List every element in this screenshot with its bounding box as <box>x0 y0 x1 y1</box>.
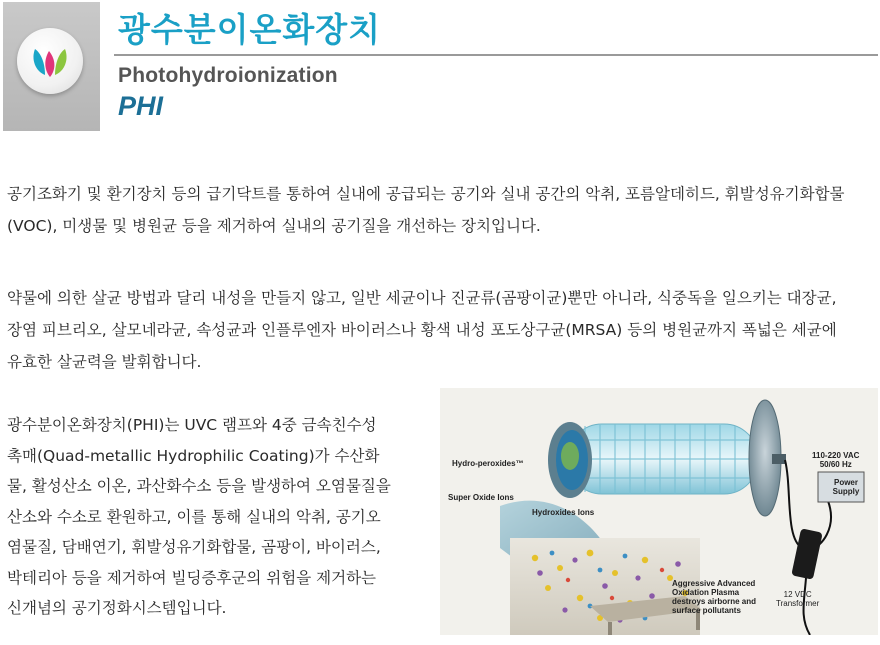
text-line: 유효한 살균력을 발휘합니다. <box>7 353 202 371</box>
label-oxidation-plasma <box>672 579 756 615</box>
text-line: 산소와 수소로 환원하고, 이를 통해 실내의 악취, 공기오 <box>7 507 381 526</box>
label-line: Transformer <box>776 599 820 608</box>
label-line: Supply <box>832 487 860 496</box>
logo-panel <box>3 2 100 131</box>
text-line: 물, 활성산소 이온, 과산화수소 등을 발생하여 오염물질을 <box>7 477 391 495</box>
label-hydroxides: Hydroxides Ions <box>532 508 595 517</box>
leaf-logo-icon <box>17 28 83 94</box>
label-power-supply <box>826 478 866 496</box>
label-line: 50/60 Hz <box>819 460 852 469</box>
label-line: 110-220 VAC <box>812 451 860 460</box>
label-hydro-peroxides: Hydro-peroxides™ <box>452 459 524 468</box>
text-line: 장염 피브리오, 살모네라균, 속성균과 인플루엔자 바이러스나 황색 내성 포도상구균(MRSA) 등의 병원균까지 폭넓은 세균에 <box>7 321 837 339</box>
text-line: 염물질, 담배연기, 휘발성유기화합물, 곰팡이, 바이러스, <box>7 538 381 556</box>
phi-description-paragraph <box>7 410 427 624</box>
text-line: 박테리아 등을 제거하여 빌딩증후군의 위험을 제거하는 <box>7 568 377 587</box>
page-acronym: PHI <box>118 91 164 121</box>
page-title: 광수분이온화장치 <box>118 10 382 49</box>
label-transformer <box>776 590 819 608</box>
label-line: Aggressive Advanced <box>672 579 756 588</box>
title-divider <box>114 54 878 56</box>
label-line: surface pollutants <box>672 606 741 615</box>
label-line: 12 VDC <box>783 590 812 599</box>
text-line: 신개념의 공기정화시스템입니다. <box>7 599 227 617</box>
text-line: 촉매(Quad-metallic Hydrophilic Coating)가 수산화 <box>7 446 380 465</box>
phi-device-diagram <box>440 388 878 635</box>
text-line: 공기조화기 및 환기장치 등의 급기닥트를 통하여 실내에 공급되는 공기와 실내 공간의 악취, 포름알데히드, 휘발성유기화합물 <box>7 185 845 203</box>
label-line: destroys airborne and <box>672 597 757 606</box>
sterilization-paragraph <box>7 282 879 378</box>
label-line: Oxidation Plasma <box>672 588 740 597</box>
intro-paragraph <box>7 178 879 242</box>
text-line: 광수분이온화장치(PHI)는 UVC 램프와 4중 금속친수성 <box>7 416 377 434</box>
text-line: (VOC), 미생물 및 병원균 등을 제거하여 실내의 공기질을 개선하는 장치입니다. <box>7 217 541 235</box>
label-line: Power <box>833 478 858 487</box>
label-super-oxide: Super Oxide Ions <box>448 493 514 502</box>
text-line: 약물에 의한 살균 방법과 달리 내성을 만들지 않고, 일반 세균이나 진균류(곰팡이균)뿐만 아니라, 식중독을 일으키는 대장균, <box>7 289 837 307</box>
page-subtitle: Photohydroionization <box>118 64 338 87</box>
label-voltage <box>812 451 859 469</box>
